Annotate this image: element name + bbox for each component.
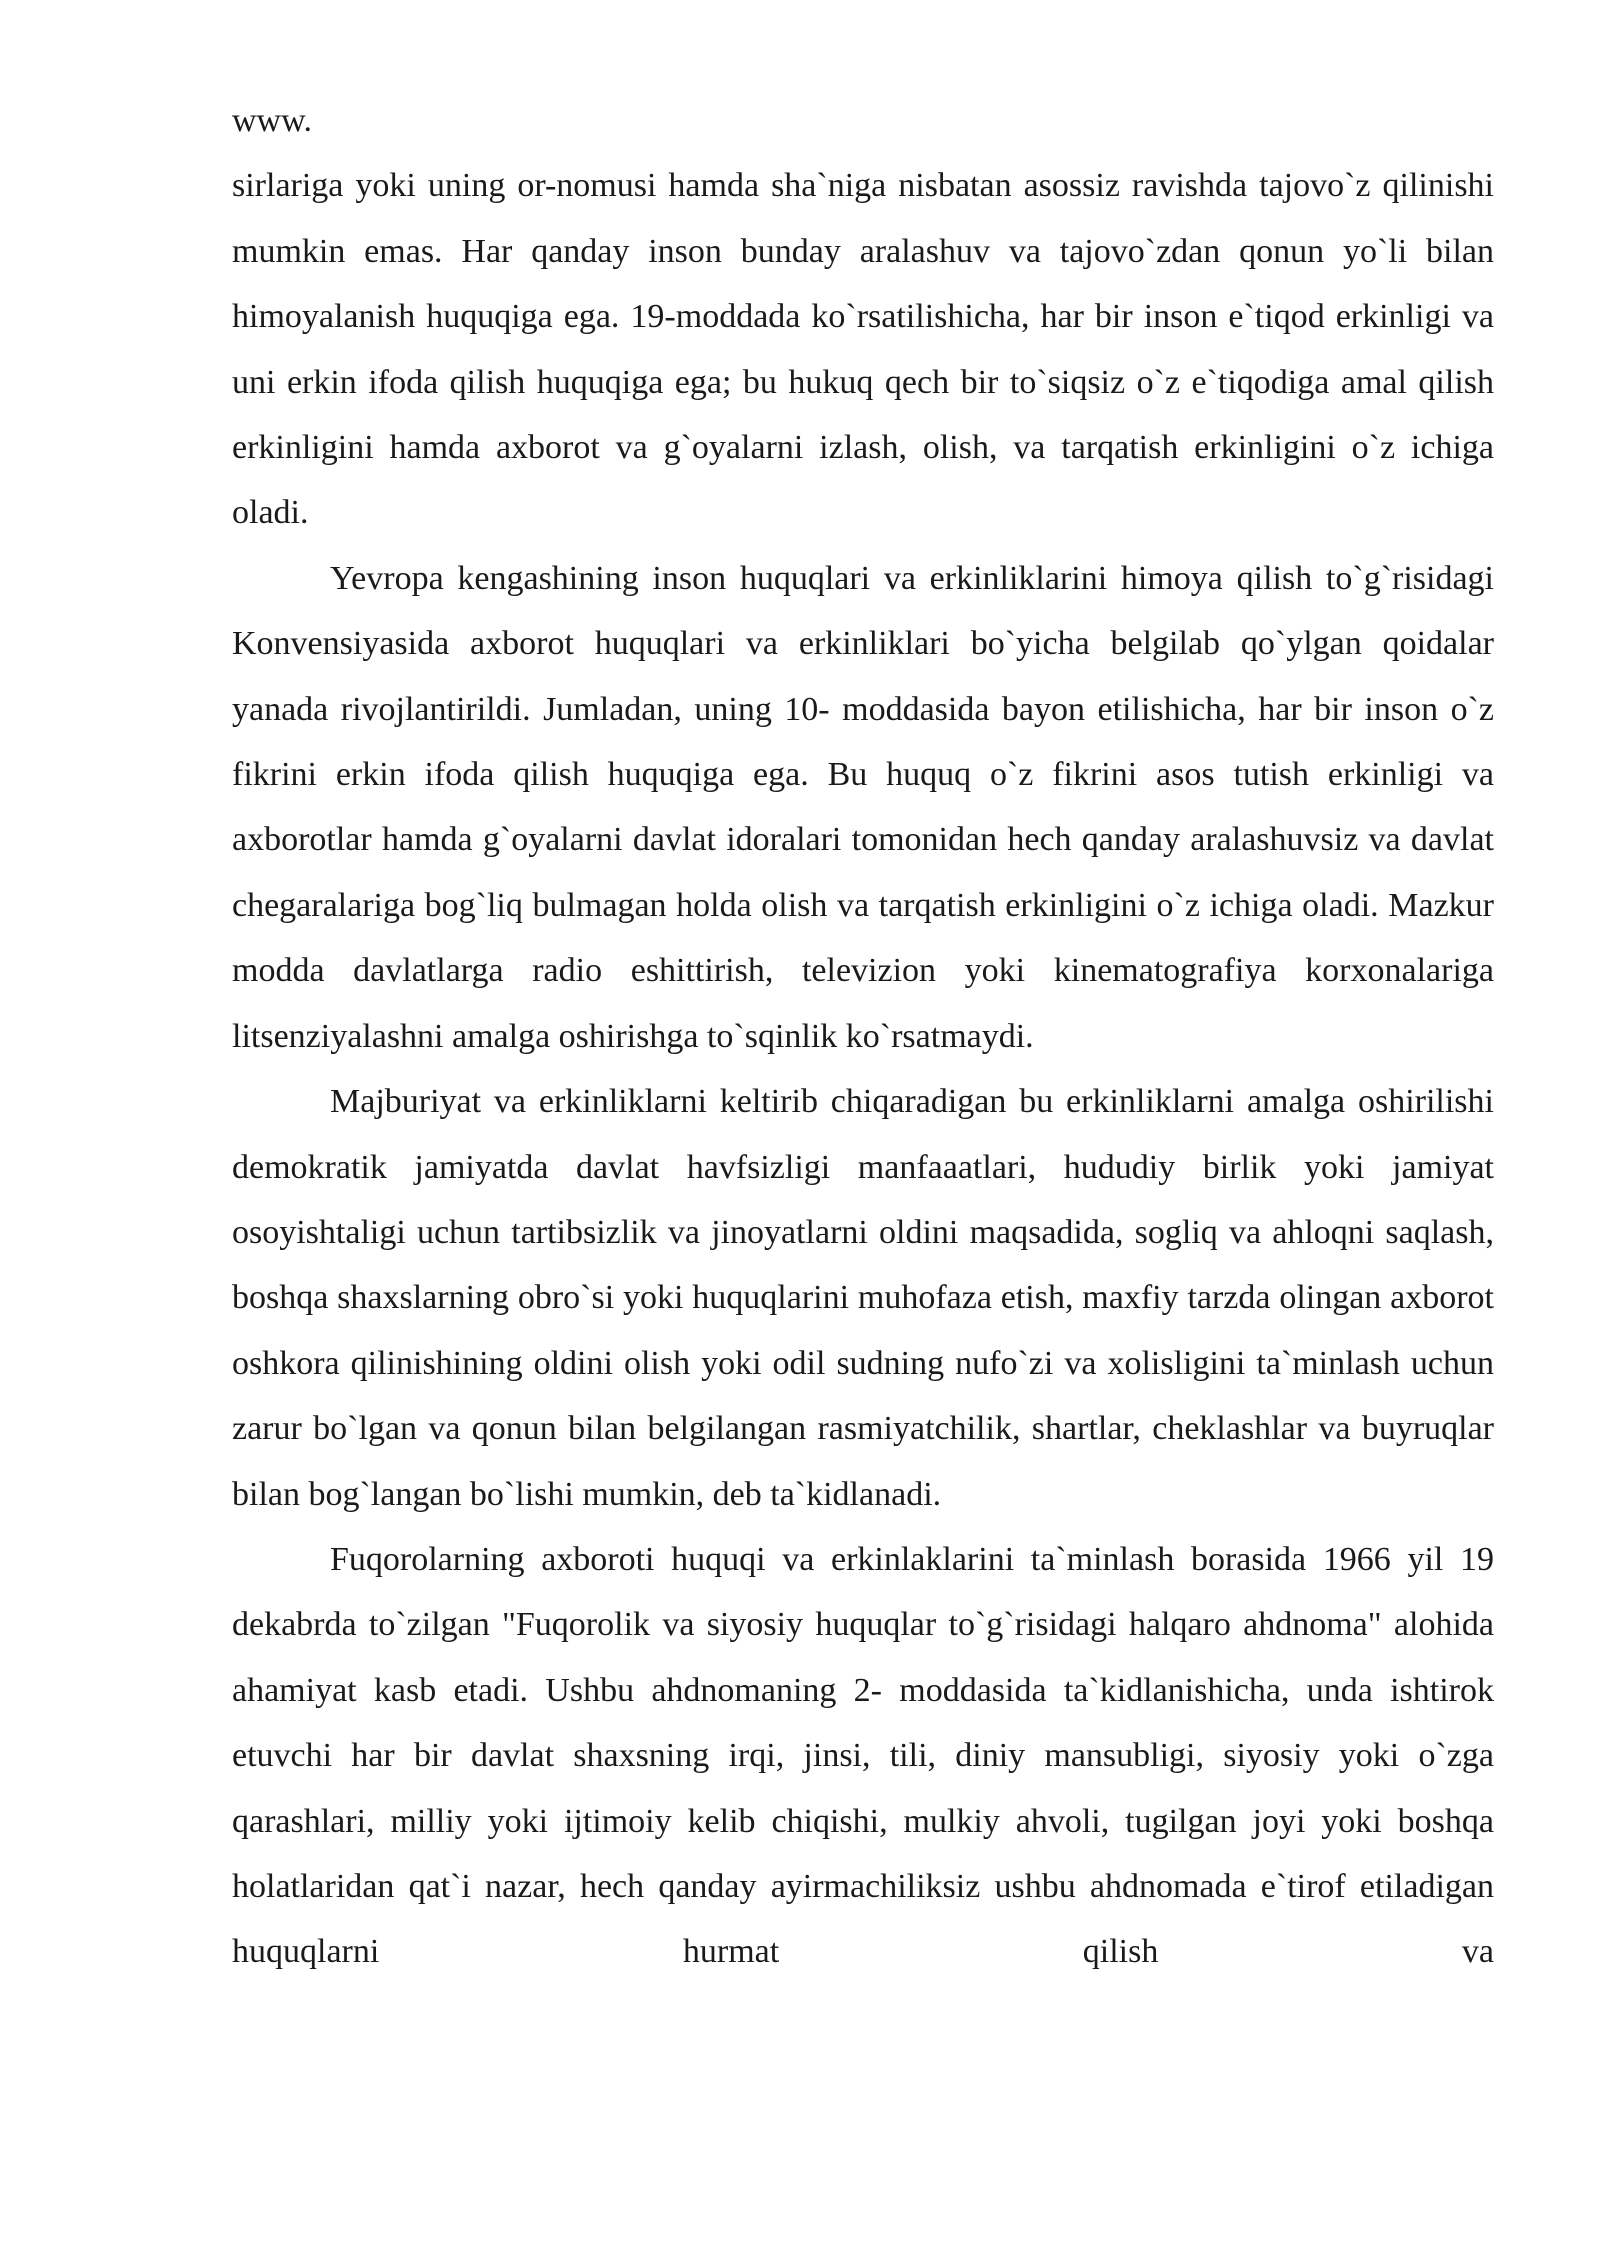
paragraph-2: Yevropa kengashining inson huquqlari va erkinliklarini himoya qilish to`g`risidagi Konvensiyasida axborot huquqlari va erkinliklari bo`yicha belgilab qo`ylgan qoidalar yanada rivojlantirildi. Jumladan, uning 10- moddasida bayon etilishicha, har bir inson o`z fikrini erkin ifoda qilish huquqiga ega. Bu huquq o`z fikrini asos tutish erkinligi va axborotlar hamda g`oyalarni davlat idoralari tomonidan hech qanday aralashuvsiz va davlat chegaralariga bog`liq bulmagan holda olish va tarqatish erkinligini o`z ichiga oladi. Mazkur modda davlatlarga radio eshittirish, televizion yoki kinematografiya korxonalariga litsenziyalashni amalga oshirishga to`sqinlik ko`rsatmaydi. xyxy=(232,559,1494,1055)
paragraph-1: sirlariga yoki uning or-nomusi hamda sha`niga nisbatan asossiz ravishda tajovo`z qilinishi mumkin emas. Har qanday inson bunday aralashuv va tajovo`zdan qonun yo`li bilan himoyalanish huquqiga ega. 19-moddada ko`rsatilishicha, har bir inson e`tiqod erkinligi va uni erkin ifoda qilish huquqiga ega; bu hukuq qech bir to`siqsiz o`z e`tiqodiga amal qilish erkinligini hamda axborot va g`oyalarni izlash, olish, va tarqatish erkinligini o`z ichiga oladi. xyxy=(232,167,1494,532)
page-header-text: www. xyxy=(232,102,312,139)
paragraph-3: Majburiyat va erkinliklarni keltirib chiqaradigan bu erkinliklarni amalga oshirilishi demokratik jamiyatda davlat havfsizligi manfaaatlari, hududiy birlik yoki jamiyat osoyishtaligi uchun tartibsizlik va jinoyatlarni oldini maqsadida, sogliq va ahloqni saqlash, boshqa shaxslarning obro`si yoki huquqlarini muhofaza etish, maxfiy tarzda olingan axborot oshkora qilinishining oldini olish yoki odil sudning nufo`zi va xolisligini ta`minlash uchun zarur bo`lgan va qonun bilan belgilangan rasmiyatchilik, shartlar, cheklashlar va buyruqlar bilan bog`langan bo`lishi mumkin, deb ta`kidlanadi. xyxy=(232,1083,1494,1513)
paragraph-4: Fuqorolarning axboroti huquqi va erkinlaklarini ta`minlash borasida 1966 yil 19 dekabrda to`zilgan "Fuqorolik va siyosiy huquqlar to`g`risidagi halqaro ahdnoma" alohida ahamiyat kasb etadi. Ushbu ahdnomaning 2- moddasida ta`kidlanishicha, unda ishtirok etuvchi har bir davlat shaxsning irqi, jinsi, tili, diniy mansubligi, siyosiy yoki o`zga qarashlari, milliy yoki ijtimoiy kelib chiqishi, mulkiy ahvoli, tugilgan joyi yoki boshqa holatlaridan qat`i nazar, hech qanday ayirmachiliksiz ushbu ahdnomada e`tirof etiladigan huquqlarni hurmat qilish va xyxy=(232,1540,1494,1971)
document-body xyxy=(232,88,1494,1985)
